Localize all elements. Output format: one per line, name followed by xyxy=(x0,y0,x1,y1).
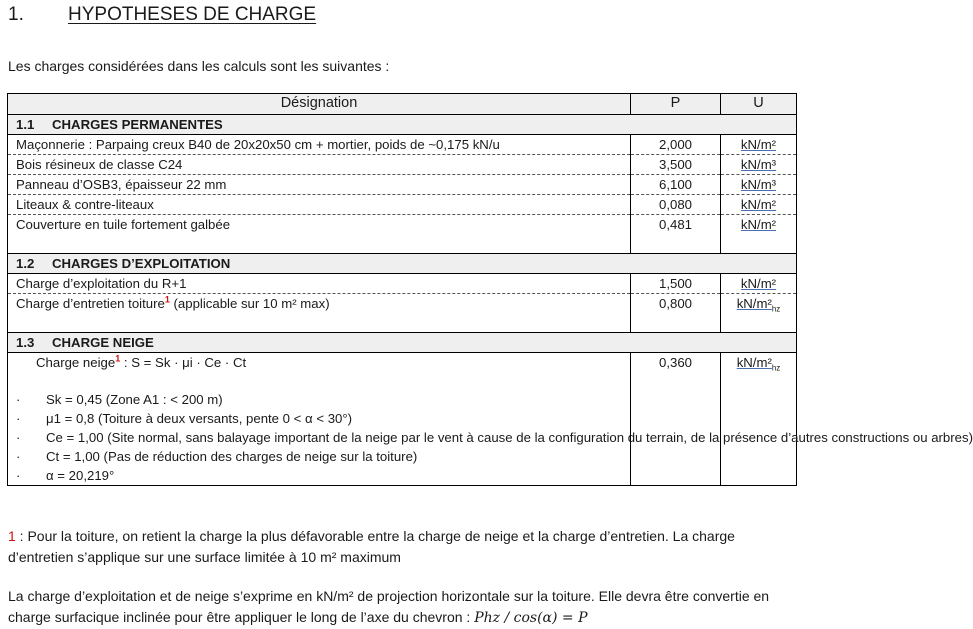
row-label-suffix: (applicable sur 10 m² max) xyxy=(169,296,330,311)
row-u: kN/m² xyxy=(740,197,777,212)
section-row-exploitation xyxy=(8,254,797,274)
section-number: 1.2 xyxy=(16,256,35,271)
header-p: P xyxy=(631,94,721,115)
table-row xyxy=(8,215,797,235)
row-p: 6,100 xyxy=(631,175,721,195)
row-label: Charge d’exploitation du R+1 xyxy=(8,274,631,294)
row-p: 0,481 xyxy=(631,215,721,235)
table-row xyxy=(8,195,797,215)
snow-formula xyxy=(16,353,622,372)
section-title: CHARGES D’EXPLOITATION xyxy=(52,256,231,271)
footnote-text: : Pour la toiture, on retient la charge la plus défavorable entre la charge de neige et la charge d’entretien. La charge d’entretien s’applique sur une surface limitée à 10 m² maximum xyxy=(8,528,735,565)
snow-u: kN/m² xyxy=(736,355,772,370)
row-label: Bois résineux de classe C24 xyxy=(8,155,631,175)
header-designation: Désignation xyxy=(8,94,631,115)
section-number: 1.3 xyxy=(16,335,35,350)
row-label-main: Charge d’entretien toiture xyxy=(16,296,165,311)
bullet-text: Sk = 0,45 (Zone A1 : < 200 m) xyxy=(46,392,223,407)
heading-title: HYPOTHESES DE CHARGE xyxy=(68,4,317,25)
row-u: kN/m² xyxy=(740,137,777,152)
section-heading xyxy=(8,4,316,30)
charges-table xyxy=(7,93,973,486)
row-label xyxy=(8,294,631,314)
row-u: kN/m³ xyxy=(740,177,777,192)
snow-row xyxy=(8,353,797,486)
footnote xyxy=(8,526,794,568)
row-u: kN/m² xyxy=(736,296,772,311)
paragraph xyxy=(8,586,794,629)
bullet-icon: · xyxy=(16,411,21,426)
row-p: 1,500 xyxy=(631,274,721,294)
row-p: 0,080 xyxy=(631,195,721,215)
row-label: Maçonnerie : Parpaing creux B40 de 20x20x50 cm + mortier, poids de ~0,175 kN/u xyxy=(8,135,631,155)
list-item xyxy=(16,390,622,409)
table-header-row xyxy=(8,94,797,115)
list-item xyxy=(16,428,973,447)
list-item xyxy=(16,466,622,485)
row-u: kN/m³ xyxy=(740,157,777,172)
table-row xyxy=(8,274,797,294)
row-p: 0,800 xyxy=(631,294,721,314)
footnote-marker: 1 xyxy=(164,294,170,305)
section-title: CHARGES PERMANENTES xyxy=(52,117,223,132)
bullet-text: α = 20,219° xyxy=(46,468,115,483)
footnote-marker: 1 xyxy=(8,528,16,544)
paragraph-formula: Phz / cos(α) = P xyxy=(474,610,588,626)
bullet-text: μ1 = 0,8 (Toiture à deux versants, pente 0 < α < 30°) xyxy=(46,411,353,426)
section-row-permanentes xyxy=(8,115,797,135)
row-label: Panneau d’OSB3, épaisseur 22 mm xyxy=(8,175,631,195)
bullet-icon: · xyxy=(16,449,21,464)
table-row xyxy=(8,294,797,314)
row-label: Couverture en tuile fortement galbée xyxy=(8,215,631,235)
blank-row xyxy=(8,234,797,254)
table-row xyxy=(8,135,797,155)
list-item xyxy=(16,409,622,428)
snow-label: Charge neige xyxy=(36,355,116,370)
intro-text: Les charges considérées dans les calculs sont les suivantes : xyxy=(8,58,390,74)
snow-p: 0,360 xyxy=(631,353,721,486)
row-p: 3,500 xyxy=(631,155,721,175)
bullet-icon: · xyxy=(16,392,21,407)
paragraph-text: La charge d’exploitation et de neige s’exprime en kN/m² de projection horizontale sur la toiture. Elle devra être convertie en charge surfacique inclinée pour être appliquer le long de l’axe du chevron : xyxy=(8,588,770,625)
blank-row xyxy=(8,313,797,333)
bullet-icon: · xyxy=(16,468,21,483)
bullet-text: Ct = 1,00 (Pas de réduction des charges de neige sur la toiture) xyxy=(46,449,418,464)
heading-number: 1. xyxy=(8,4,24,25)
bullet-text: Ce = 1,00 (Site normal, sans balayage important de la neige par le vent à cause de la configuration du terrain, de la présence d’autres constructions ou arbres) xyxy=(46,430,973,445)
row-label: Liteaux & contre-liteaux xyxy=(8,195,631,215)
snow-formula-text: : S = Sk · μi · Ce · Ct xyxy=(120,355,247,370)
footnote-marker: 1 xyxy=(115,353,121,364)
list-item xyxy=(16,447,622,466)
section-title: CHARGE NEIGE xyxy=(52,335,154,350)
row-u: kN/m² xyxy=(740,276,777,291)
table-row xyxy=(8,175,797,195)
row-p: 2,000 xyxy=(631,135,721,155)
section-row-neige xyxy=(8,333,797,353)
table-row xyxy=(8,155,797,175)
snow-bullets xyxy=(16,390,973,485)
row-u: kN/m² xyxy=(740,217,777,232)
section-number: 1.1 xyxy=(16,117,35,132)
bullet-icon: · xyxy=(16,430,21,445)
header-u: U xyxy=(721,94,797,115)
snow-u-sub: hz xyxy=(771,363,781,373)
row-u-sub: hz xyxy=(771,304,781,314)
